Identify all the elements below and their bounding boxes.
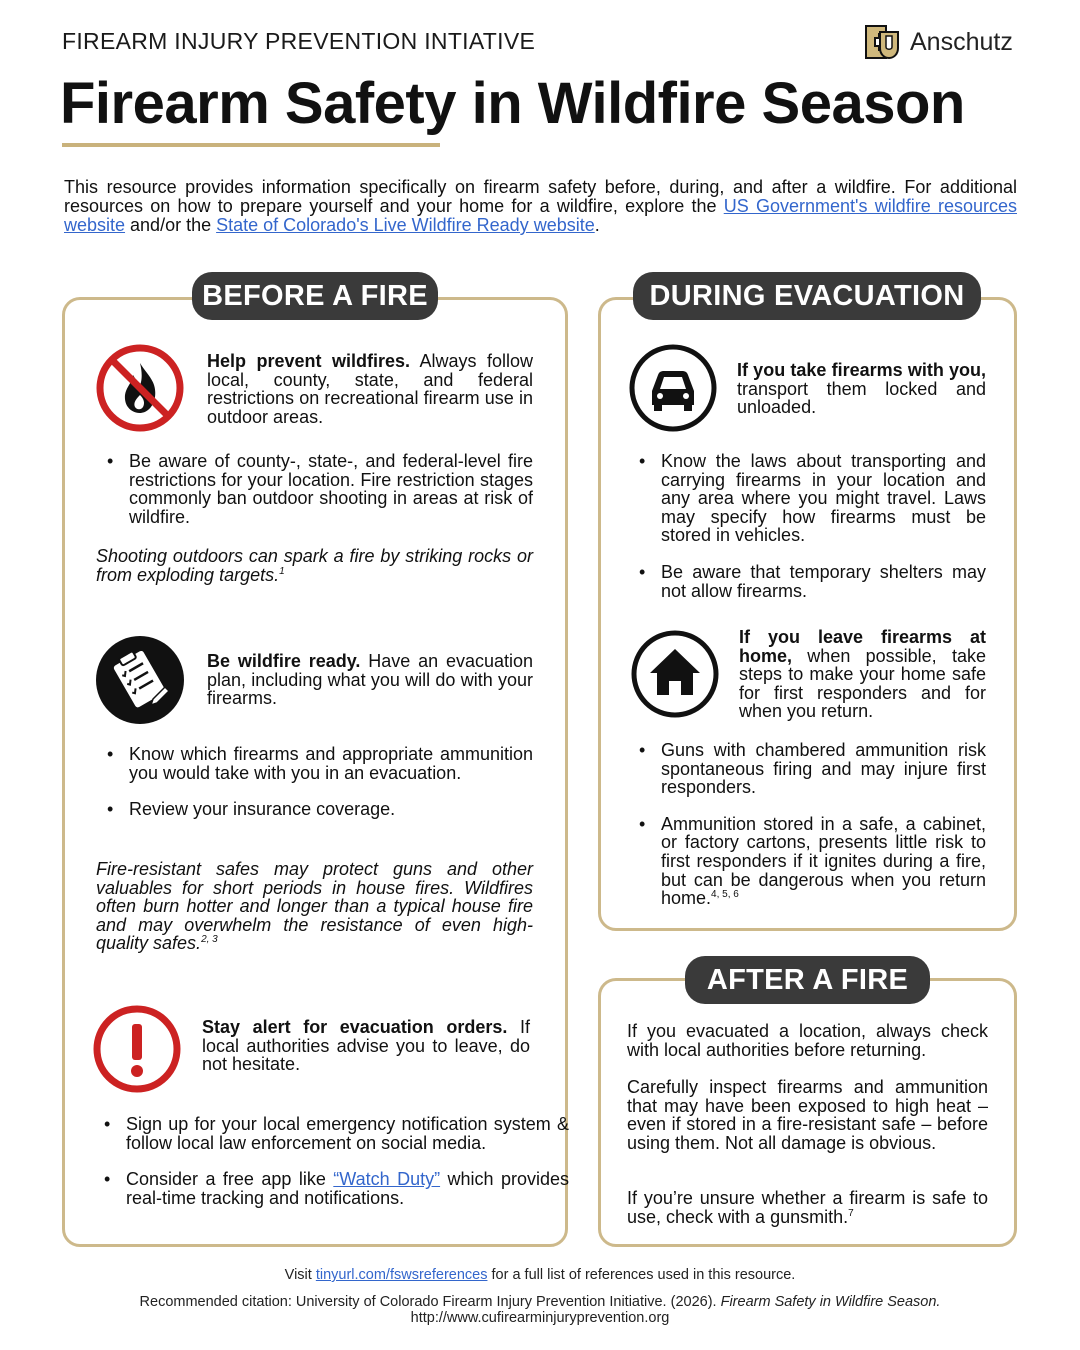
anschutz-logo: [862, 22, 1013, 62]
after-paragraph-3: If you’re unsure whether a firearm is safe to use, check with a gunsmith.$^7$: [627, 1188, 988, 1227]
list-item: • Guns with chambered ammunition risk spontaneous firing and may injure first responders.: [661, 741, 986, 797]
after-paragraph-2: Carefully inspect firearms and ammunition that may have been exposed to high heat – even if stored in a fire-resistant safe – before using them. Not all damage is obvious.: [627, 1077, 988, 1153]
references-note: Visit tinyurl.com/fswsreferences for a full list of references used in this resource.: [284, 1267, 796, 1283]
us-gov-wildfire-link[interactable]: US Government's wildfire resources website: [64, 196, 1017, 235]
citation-url: http://www.cufirearminjuryprevention.org: [410, 1310, 670, 1326]
title-underline: [62, 143, 440, 147]
org-label: FIREARM INJURY PREVENTION INTIATIVE: [62, 28, 536, 54]
during-list-2: [628, 741, 986, 908]
evacuation-orders-text: Stay alert for evacuation orders. If local authorities advise you to leave, do not hesitate.: [202, 1017, 530, 1075]
intro-paragraph: This resource provides information specifically on firearm safety before, during, and after a wildfire. For additional resources on how to prepare yourself and your home for a wildfire, explore the US Government's wildfire resources website and/or the State of Colorado's Live Wildfire Ready website.: [64, 177, 1017, 235]
leave-firearms-text: If you leave firearms at home, when possible, take steps to make your home safe for first responders and for when you return.: [739, 627, 986, 722]
car-icon: [628, 343, 718, 433]
citation: Recommended citation: University of Colorado Firearm Injury Prevention Initiative. (2026). Firearm Safety in Wildfire Season.: [139, 1294, 941, 1310]
take-firearms-text: If you take firearms with you, transport them locked and unloaded.: [737, 360, 986, 418]
list-item: • Consider a free app like “Watch Duty” which provides real-time tracking and notifications.: [126, 1170, 569, 1207]
clipboard-checklist-icon: [95, 635, 185, 725]
list-item: • Ammunition stored in a safe, a cabinet, or factory cartons, presents little risk to first responders if it ignites during a fire, but can be dangerous when you return home.$^{4, 5, 6}$: [661, 815, 986, 908]
during-evacuation-heading: DURING EVACUATION: [633, 272, 981, 320]
after-paragraph-1: If you evacuated a location, always check with local authorities before returning.: [627, 1021, 988, 1060]
cu-logo-icon: [862, 22, 902, 62]
list-item: • Be aware of county-, state-, and federal-level fire restrictions for your location. Fire restriction stages commonly ban outdoor shooting in areas at risk of wildfire.: [129, 452, 533, 526]
wildfire-ready-text: Be wildfire ready. Have an evacuation plan, including what you will do with your firearms.: [207, 651, 534, 709]
list-item: • Review your insurance coverage.: [129, 800, 533, 819]
before-list-3: [93, 1115, 569, 1207]
page-title: Firearm Safety in Wildfire Season: [60, 71, 965, 136]
list-item: • Know which firearms and appropriate ammunition you would take with you in an evacuation.: [129, 745, 533, 782]
watch-duty-link[interactable]: “Watch Duty”: [333, 1169, 441, 1190]
before-list-1: [96, 452, 533, 526]
list-item: • Be aware that temporary shelters may not allow firearms.: [661, 563, 986, 600]
no-fire-icon: [95, 343, 185, 433]
list-item: • Sign up for your local emergency notification system & follow local law enforcement on social media.: [126, 1115, 569, 1152]
alert-exclamation-icon: [92, 1004, 182, 1094]
before-fire-heading: BEFORE A FIRE: [192, 272, 438, 320]
prevent-wildfires-text: Help prevent wildfires. Always follow local, county, state, and federal restrictions on recreational firearm use in outdoor areas.: [207, 351, 533, 427]
safes-note: Fire-resistant safes may protect guns and other valuables for short periods in house fires. Wildfires often burn hotter and longer than a typical house fire and may overwhelm the resistance of even high-quality safes.$^{2, 3}$: [96, 859, 533, 954]
list-item: • Know the laws about transporting and carrying firearms in your location and any area where you might travel. Laws may specify how firearms must be stored in vehicles.: [661, 452, 986, 545]
before-list-2: [96, 745, 533, 819]
during-list-1: [628, 452, 986, 600]
colorado-wildfire-ready-link[interactable]: State of Colorado's Live Wildfire Ready website: [216, 215, 595, 235]
shooting-note: Shooting outdoors can spark a fire by striking rocks or from exploding targets.$^1$: [96, 546, 533, 585]
logo-text: Anschutz: [910, 27, 1013, 56]
references-link[interactable]: tinyurl.com/fswsreferences: [315, 1267, 488, 1283]
after-fire-heading: AFTER A FIRE: [685, 956, 930, 1004]
home-icon: [630, 629, 720, 719]
